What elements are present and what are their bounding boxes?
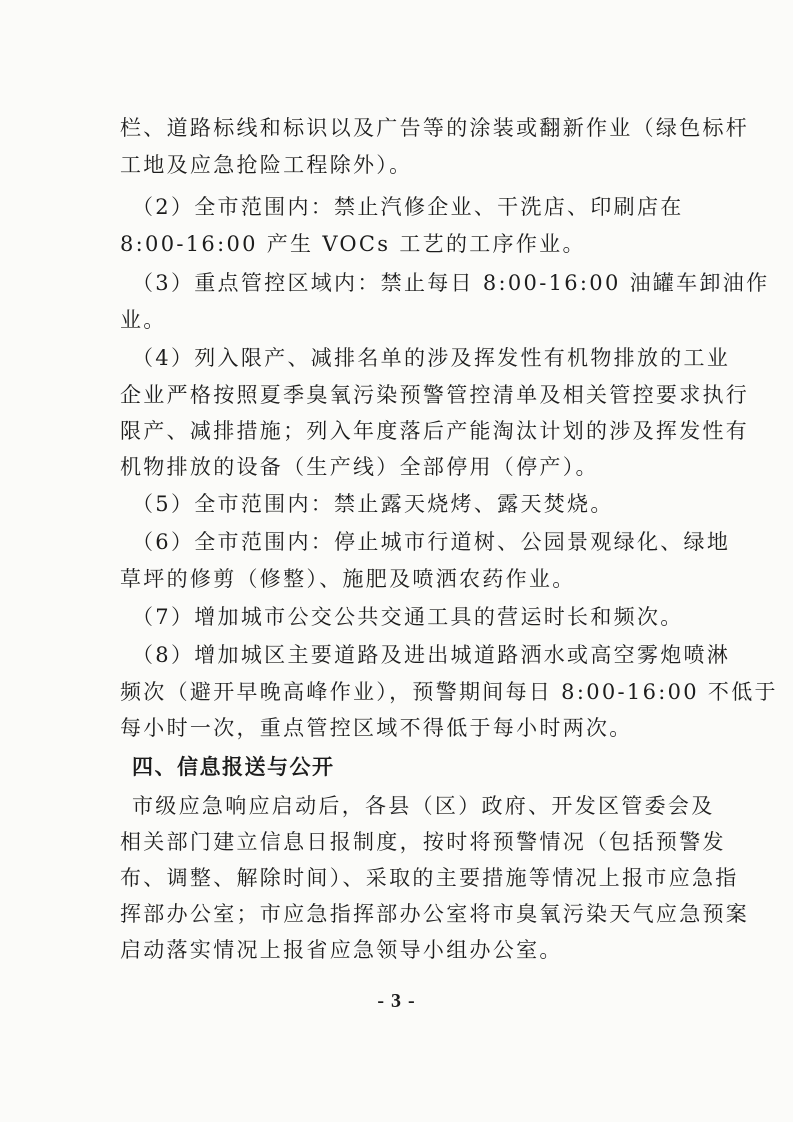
text-line: （4）列入限产、减排名单的涉及挥发性有机物排放的工业 (132, 346, 731, 370)
text-line: 8:00-16:00 产生 VOCs 工艺的工序作业。 (120, 232, 586, 256)
text-line: 挥部办公室；市应急指挥部办公室将市臭氧污染天气应急预案 (120, 902, 750, 926)
text-line: 每小时一次，重点管控区域不得低于每小时两次。 (120, 716, 633, 740)
text-line: （3）重点管控区域内：禁止每日 8:00-16:00 油罐车卸油作 (132, 271, 770, 295)
text-line: 草坪的修剪（修整）、施肥及喷洒农药作业。 (120, 567, 576, 591)
text-line: 限产、减排措施；列入年度落后产能淘汰计划的涉及挥发性有 (120, 419, 750, 443)
text-line: （2）全市范围内：禁止汽修企业、干洗店、印刷店在 (132, 195, 684, 219)
text-line: 布、调整、解除时间）、采取的主要措施等情况上报市应急指 (120, 866, 739, 890)
text-line: 栏、道路标线和标识以及广告等的涂装或翻新作业（绿色标杆 (120, 116, 750, 140)
text-line: （7）增加城市公交公共交通工具的营运时长和频次。 (132, 605, 684, 629)
text-line: 频次（避开早晚高峰作业），预警期间每日 8:00-16:00 不低于 (120, 680, 778, 704)
text-line: （6）全市范围内：停止城市行道树、公园景观绿化、绿地 (132, 530, 731, 554)
text-line: 相关部门建立信息日报制度，按时将预警情况（包括预警发 (120, 830, 726, 854)
text-line: （8）增加城区主要道路及进出城道路洒水或高空雾炮喷淋 (132, 643, 731, 667)
text-line: 企业严格按照夏季臭氧污染预警管控清单及相关管控要求执行 (120, 383, 750, 407)
text-line: 机物排放的设备（生产线）全部停用（停产）。 (120, 455, 599, 479)
text-line: 启动落实情况上报省应急领导小组办公室。 (120, 938, 563, 962)
page-number: - 3 - (377, 990, 416, 1012)
text-line: （5）全市范围内：禁止露天烧烤、露天焚烧。 (132, 492, 614, 516)
text-line: 工地及应急抢险工程除外）。 (120, 153, 413, 177)
text-line: 业。 (120, 308, 167, 332)
text-line: 市级应急响应启动后，各县（区）政府、开发区管委会及 (132, 794, 715, 818)
section-heading: 四、信息报送与公开 (132, 755, 335, 779)
